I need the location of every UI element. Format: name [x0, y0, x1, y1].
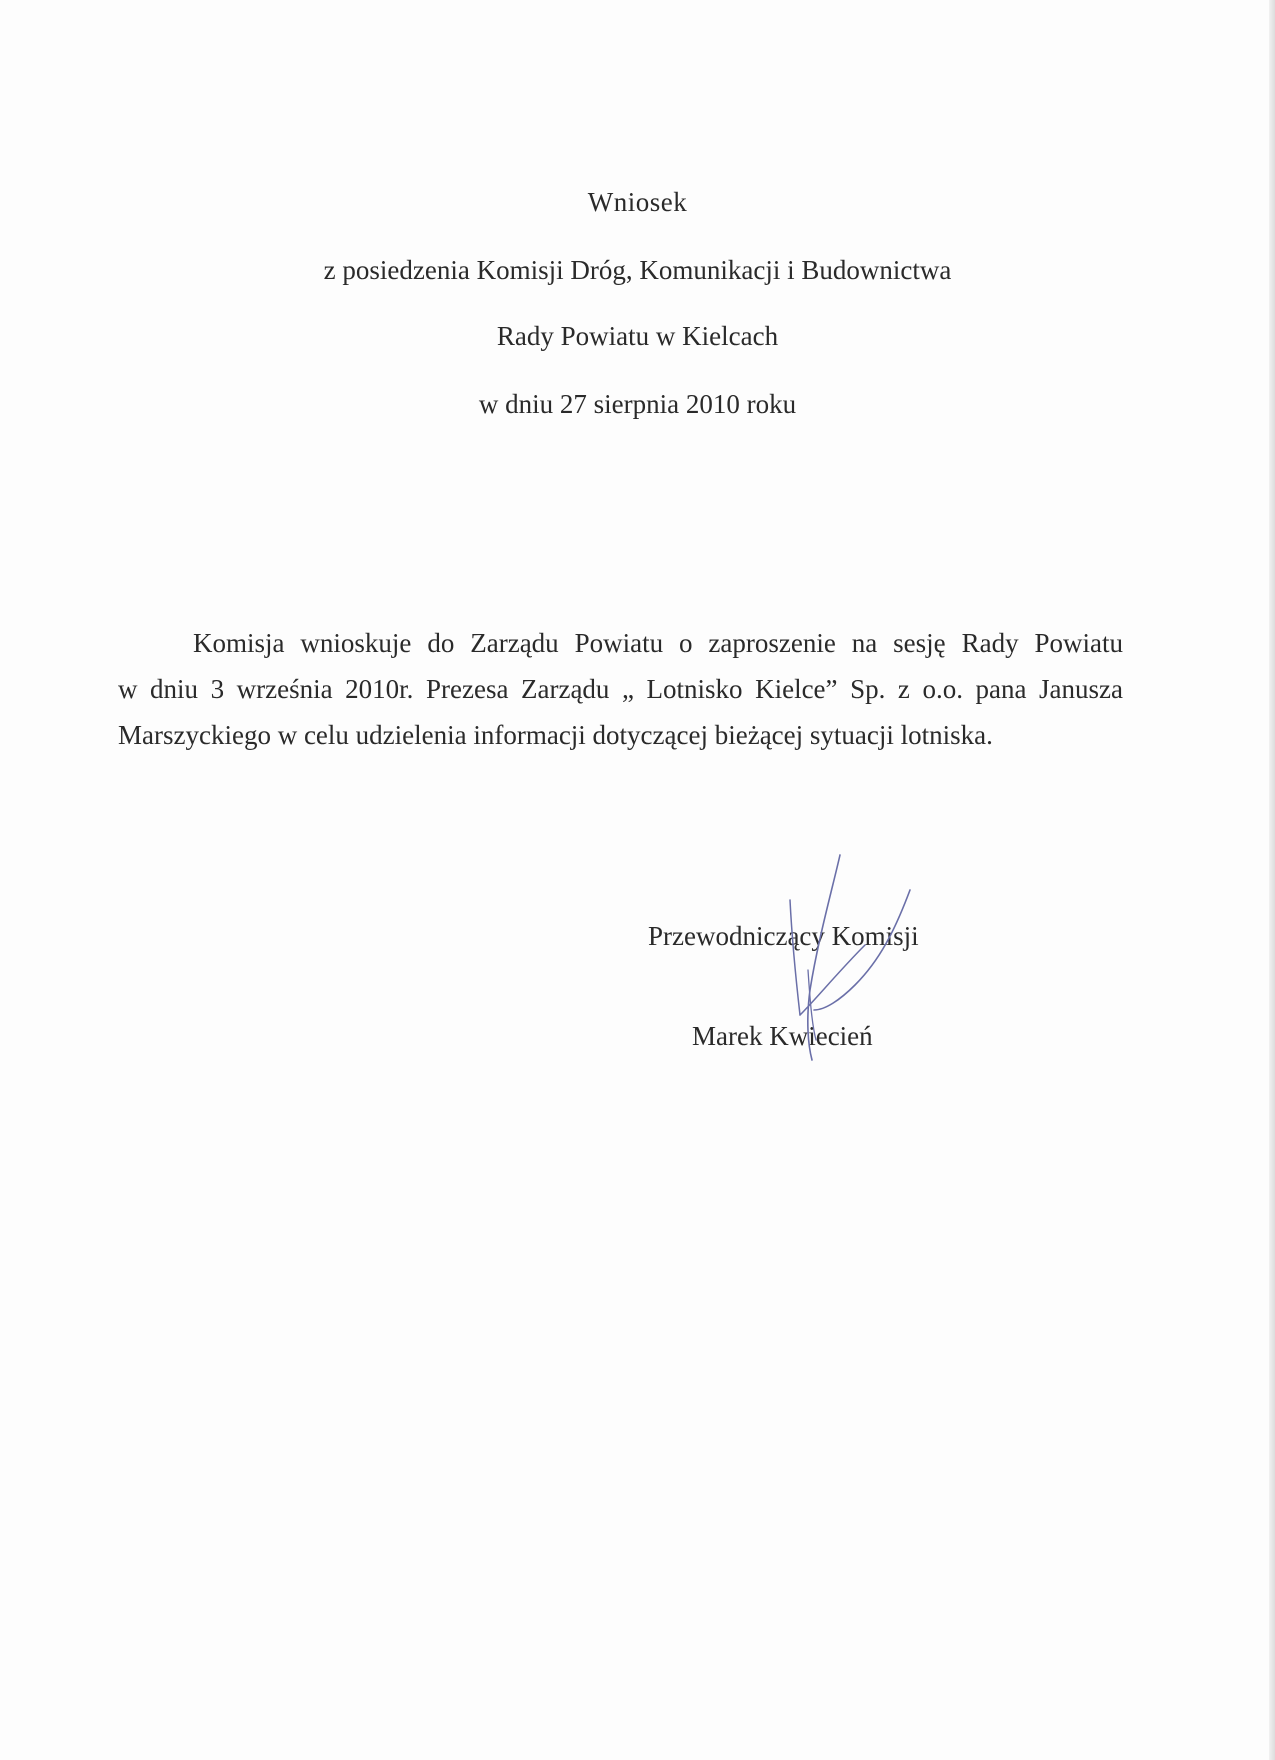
document-title: Wniosek [587, 187, 688, 217]
body-paragraph [118, 620, 1123, 758]
body-line-1: Komisja wnioskuje do Zarządu Powiatu o zaproszenie na sesję Rady Powiatu [193, 628, 1123, 658]
body-line-3: Marszyckiego w celu udzielenia informacji dotyczącej bieżącej sytuacji lotniska. [118, 720, 993, 750]
body-line-2: w dniu 3 września 2010r. Prezesa Zarządu „ Lotnisko Kielce” Sp. z o.o. pana Janusza [118, 674, 1123, 704]
handwritten-signature [770, 850, 930, 1080]
signatory-role: Przewodniczący Komisji [648, 921, 919, 951]
subtitle-line-3: w dniu 27 sierpnia 2010 roku [478, 389, 797, 419]
subtitle-line-2: Rady Powiatu w Kielcach [496, 321, 779, 351]
signatory-name: Marek Kwiecień [692, 1021, 873, 1051]
subtitle-line-1: z posiedzenia Komisji Dróg, Komunikacji i Budownictwa [323, 255, 952, 285]
